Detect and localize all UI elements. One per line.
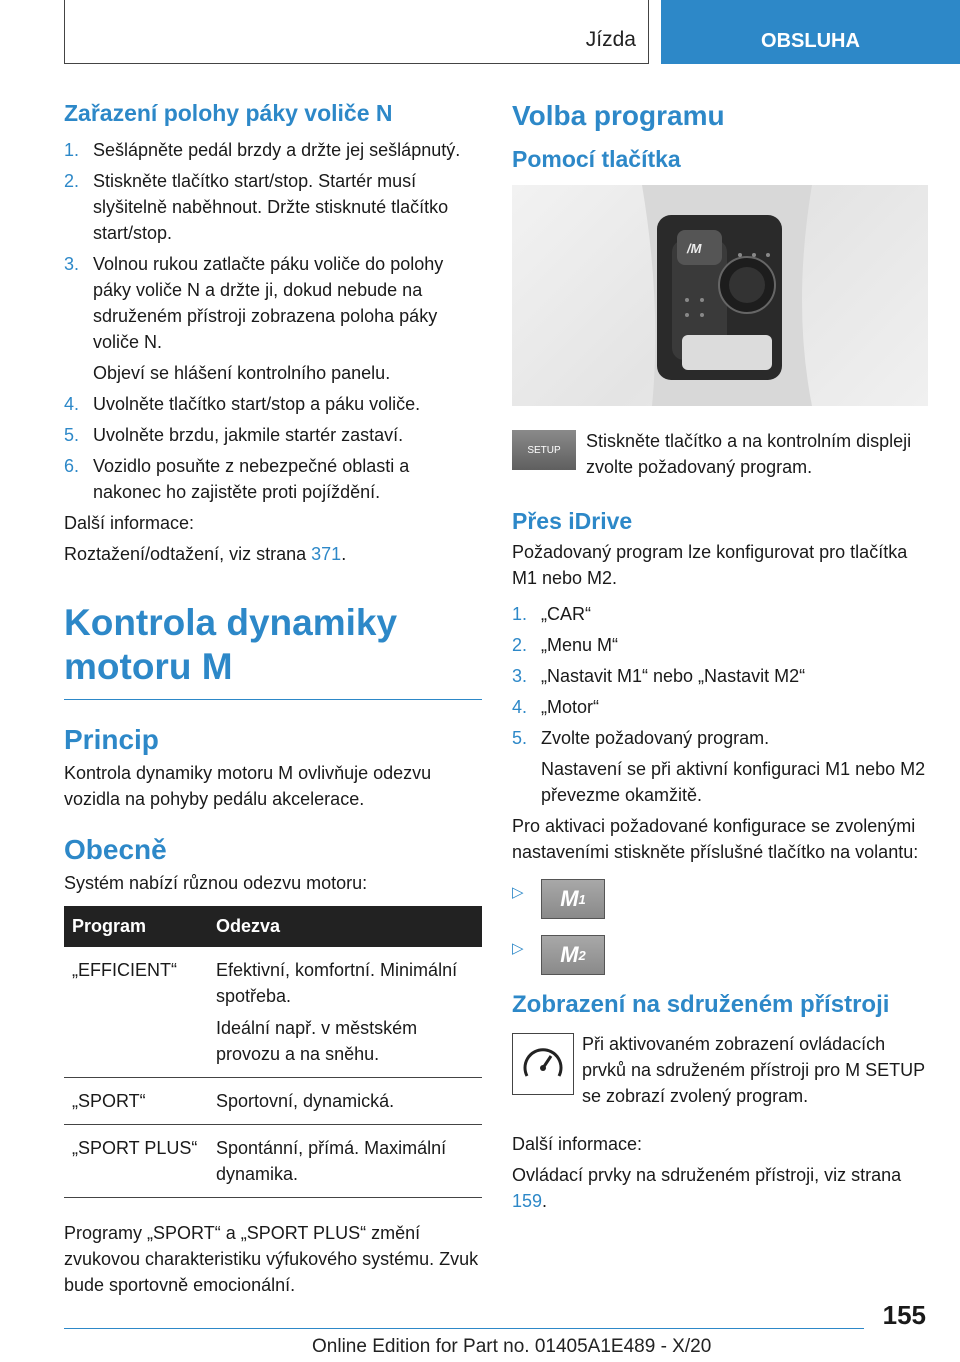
step-text: Sešlápněte pedál brzdy a držte jej sešlápnutý. (93, 140, 461, 160)
m1-sup: 1 (578, 891, 586, 907)
m2-label: M (560, 942, 579, 967)
console-illustration (512, 185, 928, 406)
m2-button-icon[interactable] (541, 935, 605, 975)
program-cell: „SPORT“ (64, 1078, 208, 1125)
step-number: 3. (64, 254, 80, 274)
gauge-icon (512, 1033, 574, 1095)
program-table (64, 906, 482, 1198)
m1-label: M (560, 886, 579, 911)
main-heading: Kontrola dynamiky motoru M (64, 601, 482, 700)
reference-end: . (341, 544, 347, 564)
response-cell (208, 1078, 482, 1125)
response-text: Sportovní, dynamická. (216, 1091, 395, 1111)
setup-row (512, 428, 928, 480)
step-text: Stiskněte tlačítko start/stop. Startér musí slyšitelně naběhnout. Držte stisknuté tlačítko start/stop. (93, 171, 449, 243)
activate-text: Pro aktivaci požadované konfigurace se zvolenými nastaveními stiskněte příslušné tlačítko na volantu: (512, 816, 919, 862)
step-number: 2. (64, 171, 80, 191)
reference-text: Roztažení/odtažení, viz strana (64, 544, 312, 564)
step-item (512, 694, 928, 720)
step-text: „CAR“ (541, 604, 591, 624)
step-item (64, 391, 482, 417)
step-number: 6. (64, 456, 80, 476)
step-number: 4. (512, 697, 528, 717)
response-cell (208, 1125, 482, 1198)
table-header-response: Odezva (208, 906, 482, 947)
svg-text:/M: /M (687, 241, 702, 256)
step-item (64, 168, 482, 246)
n-steps-list (64, 137, 482, 505)
cluster-text: Při aktivovaném zobrazení ovládacích prvků na sdruženém přístroji pro M SETUP se zobrazí zvolený program. (582, 1034, 925, 1106)
page-number: 155 (882, 1300, 926, 1330)
cluster-row (512, 1031, 928, 1109)
response-cell (208, 947, 482, 1078)
step-item (512, 632, 928, 658)
step-text: „Motor“ (541, 697, 599, 717)
step-text: Volnou rukou zatlačte páku voliče do polohy páky voliče N a držte ji, dokud nebude na sdruženém přístroji zobrazena poloha páky voliče N. (93, 254, 444, 352)
m1-button-icon[interactable] (541, 879, 605, 919)
step-item (64, 422, 482, 448)
step-number: 4. (64, 394, 80, 414)
page-link-159[interactable]: 159 (512, 1191, 543, 1211)
response-extra: Ideální např. v městském provozu a na sněhu. (216, 1018, 418, 1064)
idrive-text: Požadovaný program lze konfigurovat pro tlačítka M1 nebo M2. (512, 542, 908, 588)
step-number (512, 756, 541, 808)
step-item (512, 601, 928, 627)
step-item (512, 725, 928, 751)
step-number: 2. (512, 635, 528, 655)
step-text: Objeví se hlášení kontrolního panelu. (93, 363, 391, 383)
m2-sup: 2 (578, 947, 586, 963)
triangle-bullet-icon: ▷ (512, 884, 524, 901)
footer-rule (64, 1328, 864, 1329)
page-link-371[interactable]: 371 (311, 544, 342, 564)
response-text: Spontánní, přímá. Maximální dynamika. (216, 1138, 447, 1184)
table-row (64, 1078, 482, 1125)
right-reference-line (512, 1162, 928, 1214)
chapter-tab[interactable]: OBSLUHA (661, 0, 960, 64)
triangle-bullet-icon: ▷ (512, 940, 524, 957)
cluster-heading: Zobrazení na sdruženém přístroji (512, 991, 890, 1018)
step-text: Vozidlo posuňte z nebezpečné oblasti a nakonec ho zajistěte proti pojíždění. (93, 456, 410, 502)
header-frame (64, 0, 649, 64)
idrive-heading: Přes iDrive (512, 508, 633, 534)
right-reference-end: . (542, 1191, 548, 1211)
principle-text: Kontrola dynamiky motoru M ovlivňuje odezvu vozidla na pohyby pedálu akcelerace. (64, 763, 432, 809)
idrive-steps-list (512, 601, 928, 808)
response-text: Efektivní, komfortní. Minimální spotřeba. (216, 960, 458, 1006)
closing-text: Programy „SPORT“ a „SPORT PLUS“ změní zvukovou charakteristiku výfukového systému. Zvuk bude sportovně emocionální. (64, 1223, 479, 1295)
step-item (64, 251, 482, 355)
setup-button-icon[interactable]: SETUP (512, 430, 576, 470)
step-number: 5. (64, 425, 80, 445)
right-more-info: Další informace: (512, 1134, 643, 1154)
step-item (64, 360, 482, 386)
setup-instruction: Stiskněte tlačítko a na kontrolním displeji zvolte požadovaný program. (586, 431, 912, 477)
n-position-heading: Zařazení polohy páky voliče N (64, 100, 393, 126)
more-info-label: Další informace: (64, 513, 195, 533)
m1-row (512, 879, 928, 919)
step-number: 1. (64, 140, 80, 160)
step-text: Zvolte požadovaný program. (541, 728, 770, 748)
step-item (512, 756, 928, 808)
step-item (64, 453, 482, 505)
step-text: Uvolněte tlačítko start/stop a páku voliče. (93, 394, 421, 414)
step-number: 1. (512, 604, 528, 624)
table-row (64, 947, 482, 1078)
section-title: Jízda (585, 28, 636, 51)
right-column (512, 100, 928, 1219)
program-selection-heading: Volba programu (512, 100, 725, 131)
step-item (512, 663, 928, 689)
reference-line (64, 541, 482, 567)
m2-row (512, 935, 928, 975)
via-button-heading: Pomocí tlačítka (512, 146, 681, 172)
step-item (64, 137, 482, 163)
right-reference-text: Ovládací prvky na sdruženém přístroji, viz strana (512, 1165, 902, 1185)
table-header-program: Program (64, 906, 208, 947)
general-heading: Obecně (64, 834, 167, 865)
general-text: Systém nabízí různou odezvu motoru: (64, 873, 368, 893)
step-number (64, 360, 93, 386)
step-text: Nastavení se při aktivní konfiguraci M1 nebo M2 převezme okamžitě. (541, 759, 926, 805)
step-number: 5. (512, 728, 528, 748)
table-row (64, 1125, 482, 1198)
step-number: 3. (512, 666, 528, 686)
center-console-photo (512, 185, 928, 406)
step-text: „Menu M“ (541, 635, 619, 655)
step-text: „Nastavit M1“ nebo „Nastavit M2“ (541, 666, 806, 686)
principle-heading: Princip (64, 724, 159, 755)
program-cell: „EFFICIENT“ (64, 947, 208, 1078)
step-text: Uvolněte brzdu, jakmile startér zastaví. (93, 425, 404, 445)
left-column (64, 100, 482, 1303)
program-cell: „SPORT PLUS“ (64, 1125, 208, 1198)
footer-edition: Online Edition for Part no. 01405A1E489 - X/20 (312, 1336, 712, 1357)
